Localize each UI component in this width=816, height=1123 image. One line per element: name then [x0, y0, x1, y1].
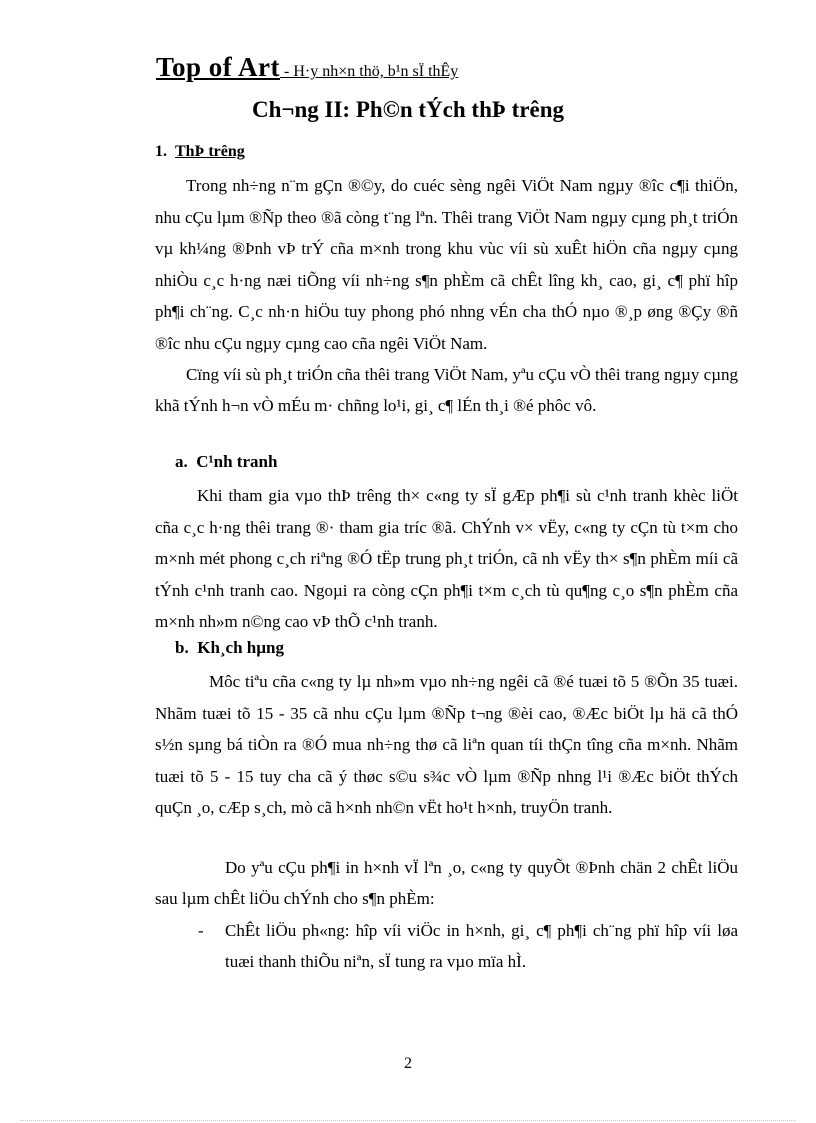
subsection-a-title: C¹nh tranh	[196, 452, 278, 471]
section-1-title: ThÞ trêng	[175, 143, 245, 160]
paragraph-materials-intro: Do yªu cÇu ph¶i in h×nh vÏ lªn ¸o, c«ng ty quyÕt ®Þnh chän 2 chÊt liÖu sau lµm chÊt liÖu chÝnh cho s¶n phÈm:	[155, 858, 738, 908]
subsection-a-label: a.	[175, 452, 188, 471]
section-1-heading	[155, 143, 738, 161]
brand-title: Top of Art	[156, 52, 281, 82]
paragraph-fashion-demand: Cïng víi sù ph¸t triÓn cña thêi trang ViÖt Nam, yªu cÇu vÒ thêi trang ngµy cµng khã tÝnh h¬n vÒ mÉu m· chñng lo¹i, gi¸ c¶ lÉn th¸i ®é phôc vô.	[155, 365, 738, 415]
page-header	[156, 52, 458, 83]
subsection-b-label: b.	[175, 638, 189, 657]
chapter-title: Ch¬ng II: Ph©n tÝch thÞ trêng	[251, 97, 565, 122]
subsection-b-title: Kh¸ch hµng	[197, 638, 285, 657]
paragraph-customers: Môc tiªu cña c«ng ty lµ nh»m vµo nh÷ng ngêi cã ®é tuæi tõ 5 ®Õn 35 tuæi. Nhãm tuæi tõ 15 - 35 cã nhu cÇu lµm ®Ñp t¬ng ®èi cao, ®Æc biÖt lµ hä cã thÓ s½n sµng bá tiÒn ra ®Ó mua nh÷ng thø cã liªn quan tíi thÇn tîng cña m×nh. Nhãm tuæi tõ 5 - 15 tuy cha cã ý thøc s©u s¾c vÒ lµm ®Ñp nhng l¹i ®Æc biÖt thÝch quÇn ¸o, cÆp s¸ch, mò cã h×nh nh©n vËt ho¹t h×nh, truyÖn tranh.	[155, 672, 738, 817]
bullet-text: ChÊt liÖu ph«ng: hîp víi viÖc in h×nh, gi¸ c¶ ph¶i ch¨ng phï hîp víi løa tuæi thanh thiÕu niªn, sÏ tung ra vµo mïa hÌ.	[225, 921, 738, 971]
paragraph-market-intro: Trong nh÷ng n¨m gÇn ®©y, do cuéc sèng ngêi ViÖt Nam ngµy ®îc c¶i thiÖn, nhu cÇu lµm ®Ñp theo ®ã còng t¨ng lªn. Thêi trang ViÖt Nam ngµy cµng ph¸t triÓn vµ kh¼ng ®Þnh vÞ trÝ cña m×nh trong khu vùc víi sù xuÊt hiÖn cña ngµy cµng nhiÒu c¸c h·ng næi tiÕng víi nh÷ng s¶n phÈm cã chÊt lîng kh¸ cao, gi¸ c¶ phï hîp ph¶i ch¨ng. C¸c nh·n hiÖu tuy phong phó nhng vÉn cha thÓ nµo ®¸p øng ®Çy ®ñ ®îc nhu cÇu ngµy cµng cao cña ngêi ViÖt Nam.	[155, 176, 738, 353]
bullet-dash: -	[198, 921, 204, 940]
subsection-b-heading	[175, 638, 758, 658]
paragraph-competition: Khi tham gia vµo thÞ trêng th× c«ng ty sÏ gÆp ph¶i sù c¹nh tranh khèc liÖt cña c¸c h·ng thêi trang ®· tham gia tríc ®ã. ChÝnh v× vËy, c«ng ty cÇn tù t×m cho m×nh mét phong c¸ch riªng ®Ó tËp trung ph¸t triÓn, cã nh vËy th× s¶n phÈm míi cã tÝnh c¹nh tranh cao. Ngoµi ra còng cÇn ph¶i t×m c¸ch tù qu¶ng c¸o s¶n phÈm cña m×nh nh»m n©ng cao vÞ thÕ c¹nh tranh.	[155, 486, 738, 631]
page-number: 2	[404, 1055, 412, 1072]
section-1-number: 1.	[155, 143, 167, 160]
header-tagline: - H·y nh×n thö, b¹n sÏ thÊy	[280, 63, 459, 80]
page-bottom-divider	[20, 1120, 796, 1121]
subsection-a-heading	[175, 452, 758, 472]
bullet-item-material	[198, 915, 738, 977]
